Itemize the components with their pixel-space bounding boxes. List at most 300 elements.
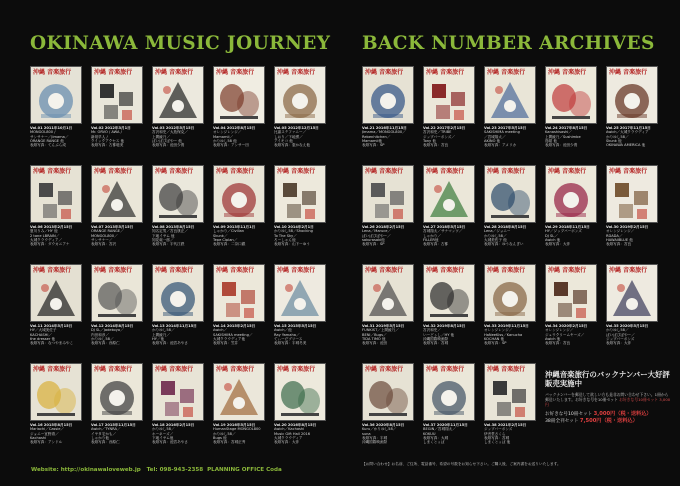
cover-illustration	[214, 276, 264, 321]
issue-cover	[91, 363, 143, 421]
issue-number: Vol.12 2014年8月15日	[91, 324, 134, 328]
issue-caption-line: しおり／下地勇／	[274, 134, 303, 139]
issue-card[interactable]	[152, 165, 204, 258]
cover-illustration	[363, 177, 413, 222]
cover-illustration	[92, 78, 142, 123]
issue-caption	[545, 126, 597, 157]
issue-card[interactable]	[152, 264, 204, 357]
cover-masthead-logo: 沖縄 音楽旅行	[277, 267, 316, 274]
issue-number: Vol.04 2012年8月15日	[213, 126, 256, 130]
issue-caption-line: SAKISHIMA meeting	[484, 130, 520, 135]
issue-cover	[484, 66, 536, 124]
issue-caption-line: 大城美佐子 他	[484, 237, 507, 242]
issue-caption	[606, 126, 658, 157]
cover-masthead-logo: 沖縄 音楽旅行	[609, 168, 648, 175]
issue-caption	[362, 324, 414, 355]
issue-caption-line: 宮城翔太／サナマッツ／	[423, 229, 463, 234]
issue-caption-line: 上間綾乃／Sushimbe	[545, 134, 581, 139]
cover-masthead-logo: 沖縄 音楽旅行	[277, 69, 316, 76]
right-page	[340, 0, 680, 486]
issue-caption-line: 表紙写真：恵かなえ他	[274, 143, 310, 148]
issue-caption	[274, 126, 326, 157]
issue-caption-line: 宮沢和史／	[423, 328, 441, 333]
issue-cover	[423, 264, 475, 322]
issue-caption-line: HAWAIIBLUE 他	[606, 237, 633, 242]
footer-website-url[interactable]: http://okinawaloveweb.jp	[60, 467, 141, 473]
issue-card[interactable]	[91, 66, 143, 159]
issue-caption-line: HumanStage MONGOL800	[213, 427, 261, 432]
issue-caption	[30, 126, 82, 157]
issue-number: Vol.30 2019年2月15日	[606, 225, 649, 229]
issue-caption	[484, 423, 536, 454]
right-page-title: BACK NUMBER ARCHIVES	[362, 33, 655, 54]
issue-caption-line: Mamamii／	[213, 134, 234, 139]
issue-cover	[274, 66, 326, 124]
issue-caption-line: FUNKIST／上間綾乃／	[362, 328, 399, 333]
issue-cover	[423, 363, 475, 421]
issue-caption-line: 表紙写真：古都	[423, 242, 449, 247]
issue-caption-line: 表紙写真：宇城冬美	[274, 341, 307, 346]
issue-caption-line: 表紙写真：二奈口銀	[213, 242, 246, 247]
issue-caption-line: Music Gift Hall 2016	[274, 431, 311, 436]
issue-number: Vol.06 2013年2月15日	[30, 225, 73, 229]
issue-caption-line: 表紙写真：宮城	[484, 435, 510, 440]
issue-card[interactable]	[484, 66, 536, 159]
cover-illustration	[31, 177, 81, 222]
cover-masthead-logo: 沖縄 音楽旅行	[277, 168, 316, 175]
cover-illustration	[485, 276, 535, 321]
issue-cover	[152, 264, 204, 322]
issue-cover	[30, 264, 82, 322]
cover-illustration	[153, 375, 203, 420]
issue-caption-line: 沖縄国際映画祭	[362, 440, 388, 445]
issue-caption-line: Awich／TYNRA／	[91, 427, 121, 432]
issue-caption	[152, 225, 204, 256]
issue-number: Vol.33 2019年11月15日	[484, 324, 529, 328]
issue-caption-line: Lena／ジョニー	[484, 229, 511, 234]
cover-illustration	[92, 177, 142, 222]
issue-card[interactable]	[213, 264, 265, 357]
issue-number: Vol.35 2020年5月15日	[606, 324, 649, 328]
cover-illustration	[214, 78, 264, 123]
price-row-all	[545, 418, 671, 425]
issue-caption-line: 2 tone LBRAIN／	[30, 233, 60, 238]
cover-masthead-logo: 沖縄 音楽旅行	[216, 267, 255, 274]
price-label-all: 38冊全刊セット	[545, 419, 579, 425]
issue-number: Vol.10 2014年2月1日	[274, 225, 314, 229]
issue-number: Vol.14 2015年2月15日	[213, 324, 256, 328]
issue-caption-line: KOCHAN 他	[484, 336, 505, 341]
issue-caption-line: 表紙写真：山下ーゆう	[274, 242, 310, 247]
issue-caption-line: TIDA TIMO 他	[362, 336, 386, 341]
issue-caption-line: 大城クラウディア他	[213, 336, 246, 341]
cover-masthead-logo: 沖縄 音楽旅行	[609, 267, 648, 274]
issue-number: Vol.15 2015年5月15日	[274, 324, 317, 328]
issue-caption-line: 沖縄国際映画祭	[423, 336, 449, 341]
issue-caption	[213, 423, 265, 454]
issue-caption-line: ORANGE RANGE 他	[30, 138, 64, 143]
cover-illustration	[363, 78, 413, 123]
issue-caption-line: 表紙写真：宮良	[545, 341, 571, 346]
price-amount-all: 7,500円（税・送料込）	[579, 418, 638, 425]
issue-caption-line: 下地イサム他	[152, 435, 174, 440]
cover-masthead-logo: 沖縄 音楽旅行	[94, 69, 133, 76]
issue-caption-line: BEGIN／宮城翔太／	[423, 427, 456, 432]
issue-cover	[362, 264, 414, 322]
cover-masthead-logo: 沖縄 音楽旅行	[33, 69, 72, 76]
issue-caption-line: Mamamii他	[362, 138, 383, 143]
issue-card[interactable]	[423, 165, 475, 258]
issue-number: Vol.05 2012年12月15日	[274, 126, 319, 130]
price-amount-10set: 3,000円（税・送料込）	[593, 410, 652, 417]
issue-caption-line: かりゆし58／	[152, 328, 175, 333]
cover-masthead-logo: 沖縄 音楽旅行	[155, 168, 194, 175]
issue-card[interactable]	[30, 264, 82, 357]
issue-caption-line: 表紙写真：なつやまみやこ	[30, 341, 74, 346]
footer-contact	[31, 467, 282, 473]
cover-masthead-logo: 沖縄 音楽旅行	[548, 267, 587, 274]
issue-card[interactable]	[606, 264, 658, 357]
issue-cover	[274, 165, 326, 223]
price-label-10set: お好きな号10冊セット	[545, 411, 593, 417]
issue-caption-line: Bugs 他	[213, 435, 227, 440]
issue-cover	[213, 363, 265, 421]
issue-caption-line: DJ SL／Jadekoyo／	[91, 328, 124, 333]
issue-caption	[484, 324, 536, 355]
issue-card[interactable]	[274, 165, 326, 258]
issue-card[interactable]	[213, 165, 265, 258]
cover-masthead-logo: 沖縄 音楽旅行	[33, 168, 72, 175]
cover-illustration	[275, 276, 325, 321]
footer-org: PLANNING OFFICE Coda	[207, 467, 282, 473]
issue-cover	[152, 165, 204, 223]
issue-number: Vol.26 2018年2月15日	[362, 225, 405, 229]
cover-masthead-logo: 沖縄 音楽旅行	[365, 168, 404, 175]
issue-caption-line: オレンジレンジ／	[606, 229, 635, 234]
issue-number: Vol.07 2013年5月15日	[91, 225, 134, 229]
cover-masthead-logo: 沖縄 音楽旅行	[277, 366, 316, 373]
issue-card[interactable]	[30, 66, 82, 159]
issue-caption-line: 宮沢和史／大島保克／	[152, 130, 188, 135]
issue-card[interactable]	[274, 363, 326, 456]
issue-caption-line: ホーネーズ／	[152, 431, 174, 436]
left-issue-grid	[30, 66, 326, 456]
issue-caption	[545, 225, 597, 256]
issue-caption-line: イヤタ宅かも／	[91, 431, 117, 436]
issue-card[interactable]	[362, 66, 414, 159]
issue-caption-line: かりゆし58／	[213, 431, 236, 436]
issue-caption	[484, 225, 536, 256]
issue-caption-line: 表紙写真：宇城	[362, 435, 388, 440]
issue-caption-line: しゃかり他	[91, 435, 109, 440]
issue-caption-line: かりゆし58／	[606, 328, 629, 333]
issue-caption-line: ぱいぱぴぱやー／	[362, 233, 391, 238]
cover-masthead-logo: 沖縄 音楽旅行	[426, 69, 465, 76]
issue-card[interactable]	[274, 264, 326, 357]
issue-card[interactable]	[606, 66, 658, 159]
issue-cover	[152, 363, 204, 421]
issue-caption	[423, 423, 475, 454]
issue-caption-line: FILLER他	[423, 237, 439, 242]
issue-caption-line: しまくとぅば 他	[484, 440, 511, 445]
info-highlight: お好きな号10冊セット 3,000円	[545, 397, 671, 408]
issue-caption	[274, 423, 326, 454]
cover-illustration	[424, 177, 474, 222]
issue-caption-line: アイモコ 他	[274, 138, 293, 143]
issue-card[interactable]	[152, 66, 204, 159]
issue-caption	[213, 126, 265, 157]
issue-caption-line: てぃーだブリース	[274, 336, 303, 341]
issue-caption	[423, 324, 475, 355]
issue-caption-line: Skunk／	[213, 233, 228, 238]
issue-caption-line: 表紙写真：大城	[423, 435, 449, 440]
issue-cover	[30, 165, 82, 223]
issue-caption	[213, 225, 265, 256]
issue-number: Vol.03 2012年5月15日	[152, 126, 195, 130]
issue-card[interactable]	[213, 363, 265, 456]
issue-cover	[545, 66, 597, 124]
issue-caption-line: 表紙写真：古都聡美	[91, 143, 124, 148]
issue-caption-line: かりゆし58／	[484, 233, 507, 238]
issue-cover	[91, 264, 143, 322]
issue-card[interactable]	[91, 264, 143, 357]
price-row-10set	[545, 411, 671, 418]
issue-caption-line: かりゆし58／Shocking	[274, 229, 313, 234]
cover-illustration	[546, 276, 596, 321]
issue-caption	[91, 126, 143, 157]
issue-number: Vol.09 2013年11月1日	[213, 225, 256, 229]
issue-caption-line: To The Sky／	[274, 233, 297, 238]
backnumber-info-box	[545, 370, 671, 470]
issue-caption-line: SAKISHIMA meeting／	[213, 332, 253, 337]
cover-illustration	[214, 177, 264, 222]
cover-masthead-logo: 沖縄 音楽旅行	[426, 267, 465, 274]
issue-number: Vol.24 2017年8月15日	[545, 126, 588, 130]
issue-caption-line: suna	[362, 431, 371, 436]
issue-caption-line: しゃかり／Civilian	[213, 229, 245, 234]
issue-caption	[606, 324, 658, 355]
issue-number: Vol.21 2016年11月15日	[362, 126, 407, 130]
issue-card[interactable]	[545, 264, 597, 357]
issue-caption-line: ジュウクリームヤーズ／	[545, 332, 585, 337]
issue-caption-line: ぱいぱぴぱやー 他	[152, 138, 182, 143]
issue-caption-line: 表紙写真：池田	[362, 341, 388, 346]
issue-caption-line: 比嘉ステファニー／	[274, 130, 307, 135]
issue-number: Vol.28 2018年8月15日	[484, 225, 527, 229]
cover-illustration	[607, 78, 657, 123]
issue-caption-line: しまくとぅば	[423, 440, 445, 445]
cover-illustration	[485, 78, 535, 123]
issue-caption	[91, 423, 143, 454]
issue-card[interactable]	[423, 363, 475, 456]
cover-illustration	[275, 177, 325, 222]
issue-caption-line: 伊舎堂さくら	[484, 431, 506, 436]
cover-masthead-logo: 沖縄 音楽旅行	[94, 366, 133, 373]
issue-number: Vol.02 2012年3月1日	[91, 126, 131, 130]
issue-caption-line: 表紙写真：池田少貴	[545, 143, 578, 148]
issue-number: Vol.29 2018年11月15日	[545, 225, 590, 229]
issue-caption-line: ジップバーボンズ	[606, 336, 635, 341]
issue-caption-line: Ray Yamaha／	[274, 332, 300, 337]
issue-card[interactable]	[362, 165, 414, 258]
issue-caption-line: MONGOL800／	[91, 233, 118, 238]
issue-caption-line: 表紙写真：宮良	[606, 242, 632, 247]
issue-caption-line: Lena／Maruce／	[362, 229, 392, 234]
issue-caption-line: 上間綾乃／	[152, 332, 170, 337]
issue-caption-line: 表紙写真：ダウカニアナ	[30, 242, 70, 247]
issue-cover	[30, 363, 82, 421]
issue-number: Vol.17 2015年11月15日	[91, 423, 136, 427]
issue-caption-line: 表紙写真：西原仁	[91, 341, 120, 346]
cover-masthead-logo: 沖縄 音楽旅行	[155, 366, 194, 373]
issue-caption-line: 表紙写真：ゆうなんぎい	[484, 242, 524, 247]
issue-caption	[30, 423, 82, 454]
cover-masthead-logo: 沖縄 音楽旅行	[33, 366, 72, 373]
issue-caption-line: しゃかり／	[423, 233, 441, 238]
issue-cover	[362, 66, 414, 124]
issue-cover	[91, 66, 143, 124]
issue-caption	[484, 126, 536, 157]
issue-caption	[152, 423, 204, 454]
cover-masthead-logo: 沖縄 音楽旅行	[365, 267, 404, 274]
issue-number: Vol.25 2017年11月15日	[606, 126, 651, 130]
issue-caption-line: 上間綾乃／	[152, 134, 170, 139]
issue-caption-line: RDADA／	[606, 233, 623, 238]
issue-caption-line: オレンジレンジ／	[545, 328, 574, 333]
issue-caption-line: ろーしゃん他	[274, 237, 296, 242]
issue-card[interactable]	[152, 363, 204, 456]
issue-caption-line: Awich／	[213, 328, 228, 333]
issue-card[interactable]	[545, 165, 597, 258]
issue-caption-line: 表紙写真：大伴	[545, 242, 571, 247]
issue-card[interactable]	[362, 363, 414, 456]
issue-caption-line: 表紙写真：てんぷら成	[30, 143, 66, 148]
issue-cover	[484, 264, 536, 322]
issue-caption-line: 夏川りみ／HY 他	[30, 229, 58, 234]
issue-caption-line: 新垣早人 /	[91, 134, 108, 139]
issue-caption	[274, 225, 326, 256]
issue-number: Vol.31 2019年5月15日	[362, 324, 405, 328]
issue-caption-line: クイックアクセス 他	[91, 138, 125, 143]
issue-card[interactable]	[362, 264, 414, 357]
issue-number: Vol.01 2011年10月1日	[30, 126, 73, 130]
issue-number: Vol.38 2021年2月15日	[484, 423, 527, 427]
issue-caption-line: ジョニー宜野湾／	[30, 431, 59, 436]
issue-number: Vol.34 2020年2月15日	[545, 324, 588, 328]
cover-masthead-logo: 沖縄 音楽旅行	[487, 168, 526, 175]
issue-number: Vol.13 2014年11月15日	[152, 324, 197, 328]
issue-caption-line: 表紙写真：アメリカ	[484, 143, 517, 148]
issue-cover	[423, 66, 475, 124]
cover-illustration	[424, 276, 474, 321]
issue-caption-line: 表紙写真：アンサー田	[213, 143, 249, 148]
issue-cover	[274, 264, 326, 322]
cover-illustration	[607, 276, 657, 321]
issue-number: Vol.16 2015年8月15日	[30, 423, 73, 427]
issue-card[interactable]	[213, 66, 265, 159]
issue-caption	[30, 324, 82, 355]
issue-caption	[213, 324, 265, 355]
issue-caption-line: ジップバーボンズ／	[423, 134, 455, 139]
issue-number: Vol.11 2014年5月15日	[30, 324, 73, 328]
cover-illustration	[92, 276, 142, 321]
issue-card[interactable]	[606, 165, 658, 258]
issue-card[interactable]	[274, 66, 326, 159]
issue-caption-line: Skunk 他	[606, 138, 622, 143]
issue-caption-line: HY／ジップバーボンズ	[545, 229, 582, 234]
issue-caption-line: かりゆし58 他	[213, 138, 237, 143]
issue-number: Vol.36 2020年8月15日	[362, 423, 405, 427]
issue-caption-line: KACHASHI／	[30, 332, 52, 337]
issue-caption-line: Awich 他	[545, 336, 561, 341]
issue-cover	[213, 165, 265, 223]
cover-illustration	[153, 177, 203, 222]
issue-caption-line: かりゆし58／	[606, 134, 629, 139]
issue-caption-line: HY／他	[152, 336, 165, 341]
issue-caption-line: 表紙写真：SP	[362, 143, 385, 148]
issue-caption-line: Awich／他	[274, 328, 292, 333]
issue-caption-line: 大城クラウディア／	[30, 237, 63, 242]
cover-masthead-logo: 沖縄 音楽旅行	[94, 168, 133, 175]
issue-card[interactable]	[30, 363, 82, 456]
issue-card[interactable]	[484, 264, 536, 357]
issue-caption-line: Tepe Ciplan／	[213, 237, 238, 242]
issue-card[interactable]	[545, 66, 597, 159]
issue-card[interactable]	[91, 363, 143, 456]
info-body-text: バックナンバーを郵送して欲しい方も是非お問い合わせ下さい。1冊から郵送いたします。お好きな号を10冊セット	[545, 392, 669, 403]
issue-caption	[423, 126, 475, 157]
issue-caption-line: HY／大城美佐子	[30, 328, 57, 333]
issue-card[interactable]	[423, 66, 475, 159]
issue-caption-line: ORANGE RANGE／	[91, 229, 124, 234]
issue-cover	[484, 363, 536, 421]
issue-caption-line: 表紙写真：池田少貴	[152, 143, 185, 148]
cover-illustration	[153, 276, 203, 321]
issue-caption-line: Awich／大城クラウディア	[606, 130, 649, 135]
issue-caption-line: Awich 他	[545, 237, 561, 242]
issue-card[interactable]	[484, 165, 536, 258]
issue-caption-line: HaNeeKiss／Kanucha	[484, 332, 523, 337]
issue-card[interactable]	[423, 264, 475, 357]
issue-cover	[213, 264, 265, 322]
issue-caption-line: 表紙写真：大伴	[606, 341, 632, 346]
issue-caption-line: 表紙写真：池宮あやさ	[152, 341, 188, 346]
issue-caption-line: MONGOL800 /	[30, 130, 56, 135]
issue-caption	[545, 324, 597, 355]
issue-caption-line: 表紙写真：大伴	[274, 440, 300, 445]
issue-caption-line: DJ SL／	[545, 233, 558, 238]
issue-cover	[545, 264, 597, 322]
issue-caption-line: KOKUU	[423, 431, 436, 436]
cover-illustration	[546, 78, 596, 123]
issue-caption	[362, 423, 414, 454]
issue-cover	[423, 165, 475, 223]
issue-caption	[274, 324, 326, 355]
issue-card[interactable]	[30, 165, 82, 258]
issue-caption-line: OKINAWA AMERICA 他	[606, 143, 646, 148]
issue-card[interactable]	[484, 363, 536, 456]
issue-caption-line: 内田和彦／	[91, 332, 109, 337]
issue-caption-line: 知名定男／宮良康正／	[152, 229, 188, 234]
issue-cover	[30, 66, 82, 124]
issue-caption-line: 表紙写真：宮良	[423, 143, 449, 148]
issue-caption-line: Kachashi	[30, 435, 47, 440]
issue-card[interactable]	[91, 165, 143, 258]
info-title: 沖縄音楽旅行のバックナンバー大好評販売実施中	[545, 370, 670, 388]
issue-caption-line: 表紙写真：アンドル	[30, 440, 63, 445]
issue-caption-line: Rebenhitchen／	[362, 134, 391, 139]
cover-illustration	[153, 78, 203, 123]
